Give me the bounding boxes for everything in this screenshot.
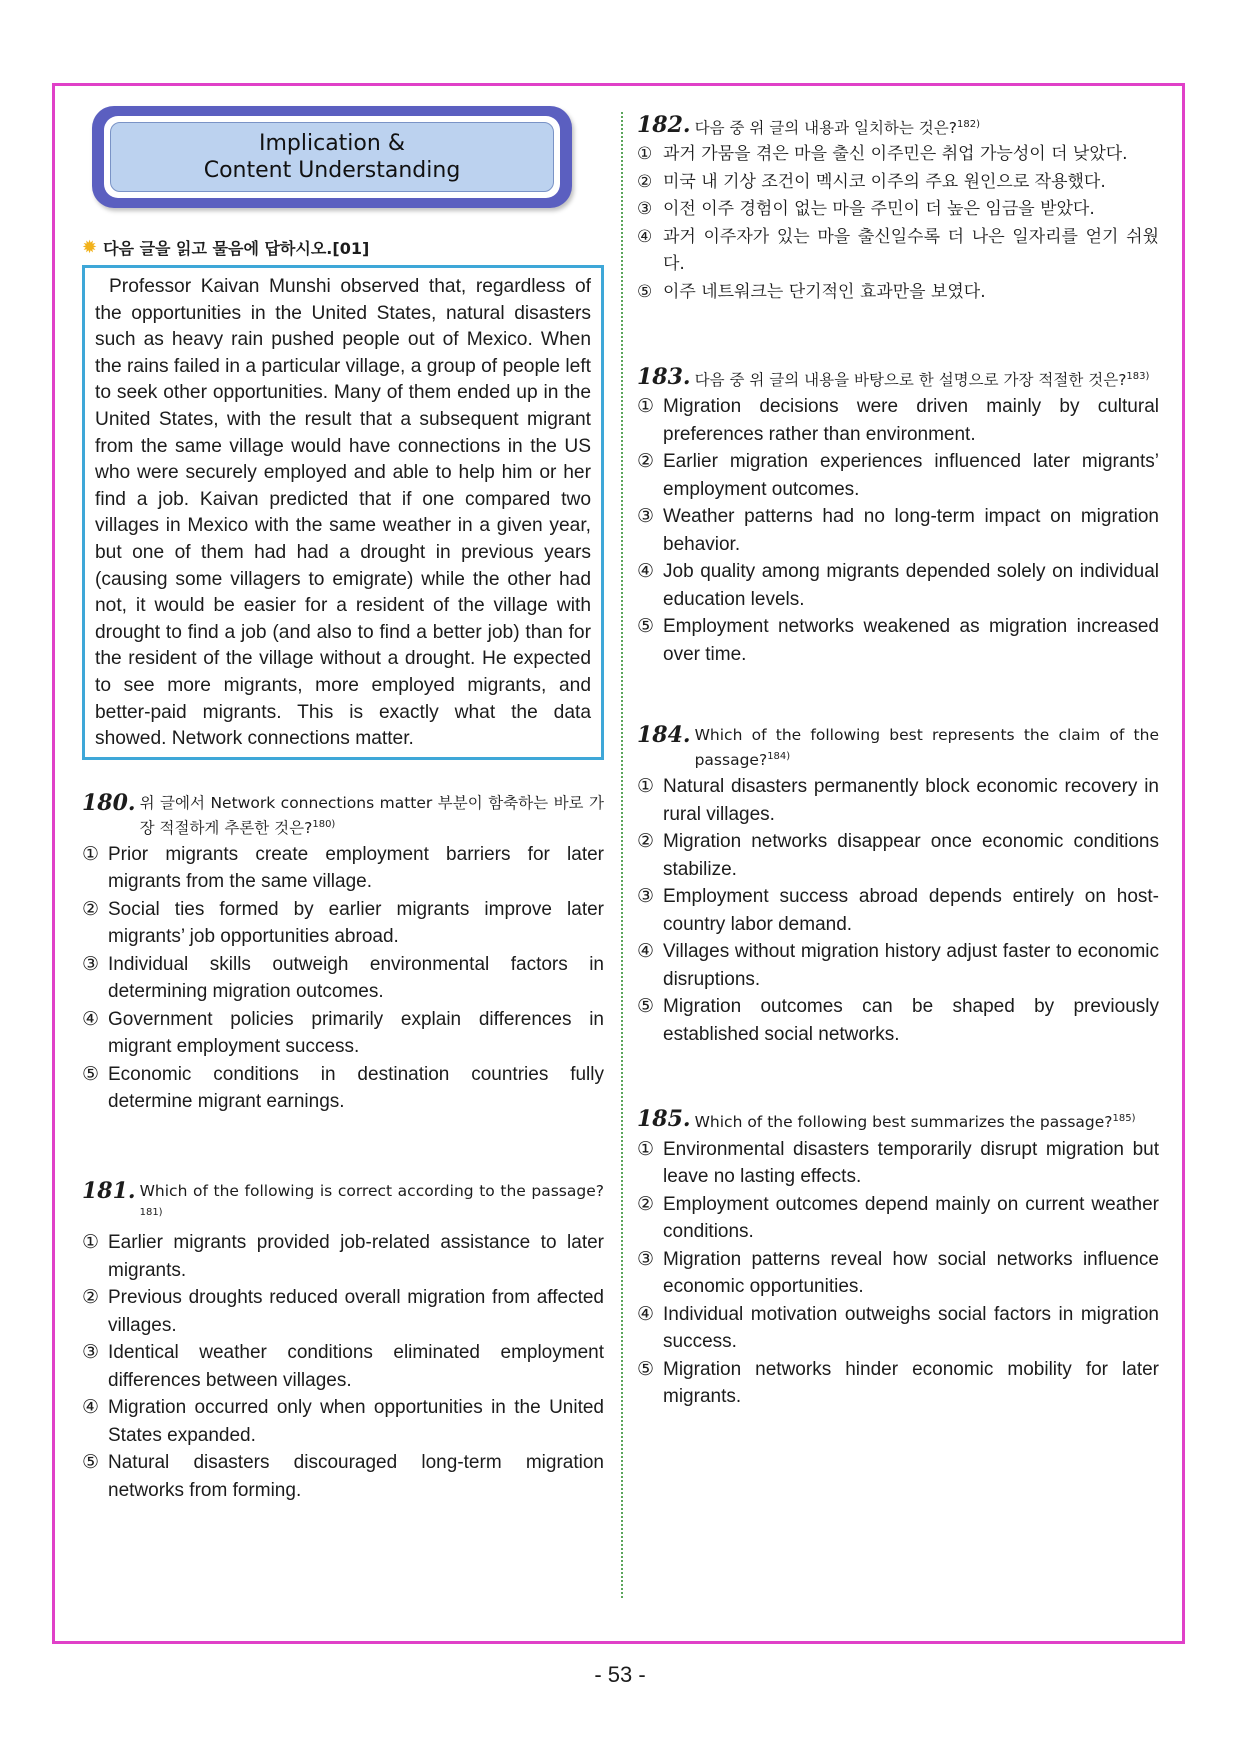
- answer-option[interactable]: ③ Employment success abroad depends entirely on host-country labor demand.: [637, 886, 1159, 935]
- answer-option[interactable]: ① Natural disasters permanently block economic recovery in rural villages.: [637, 776, 1159, 825]
- answer-option[interactable]: ⑤ Migration outcomes can be shaped by previously established social networks.: [637, 996, 1159, 1045]
- answer-options: [637, 141, 1159, 306]
- answer-option[interactable]: ④ 과거 이주자가 있는 마을 출신일수록 더 나은 일자리를 얻기 쉬웠다.: [637, 226, 1159, 275]
- question-183: [637, 366, 1159, 668]
- question-text: 다음 중 위 글의 내용과 일치하는 것은?: [694, 119, 957, 138]
- answer-option[interactable]: ⑤ Economic conditions in destination countries fully determine migrant earnings.: [82, 1063, 604, 1113]
- question-185: [637, 1108, 1159, 1410]
- question-180: [82, 789, 604, 1116]
- instruction-text: 다음 글을 읽고 물음에 답하시오.[01]: [103, 239, 370, 258]
- column-divider: [621, 112, 623, 1598]
- answer-option[interactable]: ⑤ 이주 네트워크는 단기적인 효과만을 보였다.: [637, 281, 986, 302]
- question-number: 184.: [637, 722, 691, 749]
- answer-option[interactable]: ① Prior migrants create employment barriers for later migrants from the same village.: [82, 843, 604, 893]
- question-text: Which of the following best summarizes the passage?: [694, 1113, 1113, 1132]
- answer-option[interactable]: ④ Job quality among migrants depended solely on individual education levels.: [637, 561, 1159, 610]
- question-ref: 184): [767, 751, 791, 763]
- answer-option[interactable]: ② Earlier migration experiences influenced later migrants’ employment outcomes.: [637, 451, 1159, 500]
- answer-options: [637, 1136, 1159, 1411]
- answer-option[interactable]: ④ Migration occurred only when opportunities in the United States expanded.: [82, 1397, 604, 1446]
- answer-option[interactable]: ③ Individual skills outweigh environmental factors in determining migration outcomes.: [82, 953, 604, 1003]
- question-ref: 183): [1126, 371, 1150, 383]
- right-column: [637, 114, 1159, 1411]
- answer-option[interactable]: ③ Weather patterns had no long-term impact on migration behavior.: [637, 506, 1159, 555]
- answer-option[interactable]: ② Migration networks disappear once economic conditions stabilize.: [637, 831, 1159, 880]
- question-ref: 181): [139, 1206, 163, 1218]
- answer-option[interactable]: ④ Government policies primarily explain differences in migrant employment success.: [82, 1008, 604, 1058]
- answer-option[interactable]: ③ Identical weather conditions eliminated employment differences between villages.: [82, 1342, 604, 1391]
- answer-option[interactable]: ② Social ties formed by earlier migrants improve later migrants’ job opportunities abroad.: [82, 898, 604, 948]
- question-184: [637, 724, 1159, 1048]
- question-number: 183.: [637, 364, 691, 391]
- instruction: [82, 236, 604, 259]
- answer-option[interactable]: ⑤ Employment networks weakened as migration increased over time.: [637, 616, 1159, 665]
- answer-option[interactable]: ① Environmental disasters temporarily disrupt migration but leave no lasting effects.: [637, 1138, 1159, 1188]
- question-number: 185.: [637, 1106, 691, 1133]
- answer-option[interactable]: ③ 이전 이주 경험이 없는 마을 주민이 더 높은 임금을 받았다.: [637, 199, 1095, 220]
- question-181: [82, 1177, 604, 1504]
- question-text: 다음 중 위 글의 내용을 바탕으로 한 설명으로 가장 적절한 것은?: [694, 371, 1127, 390]
- sun-icon: ✹: [82, 237, 98, 258]
- answer-option[interactable]: ② 미국 내 기상 조건이 멕시코 이주의 주요 원인으로 작용했다.: [637, 171, 1106, 192]
- question-number: 180.: [82, 789, 136, 816]
- question-ref: 182): [956, 119, 980, 130]
- answer-option[interactable]: ⑤ Natural disasters discouraged long-term migration networks from forming.: [82, 1452, 604, 1501]
- answer-option[interactable]: ④ Individual motivation outweighs social factors in migration success.: [637, 1303, 1159, 1353]
- section-title-line2: Content Understanding: [203, 158, 461, 183]
- question-ref: 185): [1112, 1113, 1136, 1125]
- answer-option[interactable]: ① Earlier migrants provided job-related assistance to later migrants.: [82, 1232, 604, 1281]
- left-column: [82, 106, 604, 1504]
- answer-option[interactable]: ② Previous droughts reduced overall migration from affected villages.: [82, 1287, 604, 1336]
- question-182: [637, 114, 1159, 306]
- question-text: Which of the following is correct according to the passage?: [139, 1181, 604, 1200]
- section-title-box: [92, 106, 572, 208]
- question-number: 181.: [82, 1177, 136, 1204]
- section-title: [110, 122, 554, 192]
- answer-options: [637, 393, 1159, 668]
- answer-option[interactable]: ③ Migration patterns reveal how social networks influence economic opportunities.: [637, 1248, 1159, 1298]
- answer-option[interactable]: ⑤ Migration networks hinder economic mobility for later migrants.: [637, 1358, 1159, 1408]
- answer-option[interactable]: ① 과거 가뭄을 겪은 마을 출신 이주민은 취업 가능성이 더 낮았다.: [637, 144, 1128, 165]
- question-number: 182.: [637, 112, 691, 138]
- page-number: - 53 -: [594, 1662, 646, 1687]
- answer-option[interactable]: ② Employment outcomes depend mainly on current weather conditions.: [637, 1193, 1159, 1243]
- question-text: Which of the following best represents the claim of the passage?: [694, 726, 1159, 770]
- answer-option[interactable]: ① Migration decisions were driven mainly by cultural preferences rather than environment.: [637, 396, 1159, 445]
- question-text: 위 글에서 Network connections matter 부분이 함축하는 바로 가장 적절하게 추론한 것은?: [139, 793, 604, 837]
- question-ref: 180): [312, 818, 336, 830]
- section-title-line1: Implication &: [259, 131, 405, 156]
- answer-options: [82, 1229, 604, 1504]
- reading-passage: Professor Kaivan Munshi observed that, regardless of the opportunities in the United States, natural disasters such as heavy rain pushed people out of Mexico. When the rains failed in a particular village, a group of people left to seek other opportunities. Many of them ended up in the United States, with the result that a subsequent migrant from the same village would have connections in the US who were securely employed and able to help him or her find a job. Kaivan predicted that if one compared two villages in Mexico with the same weather in a given year, but one of them had had a drought in previous years (causing some villagers to emigrate) while the other had not, it would be easier for a resident of the village with drought to find a job (and also to find a better job) than for the resident of the village without a drought. He expected to see more migrants, more employed migrants, and better-paid migrants. This is exactly what the data showed. Network connections matter.: [82, 265, 604, 760]
- answer-options: [637, 773, 1159, 1048]
- answer-option[interactable]: ④ Villages without migration history adjust faster to economic disruptions.: [637, 941, 1159, 990]
- answer-options: [82, 841, 604, 1116]
